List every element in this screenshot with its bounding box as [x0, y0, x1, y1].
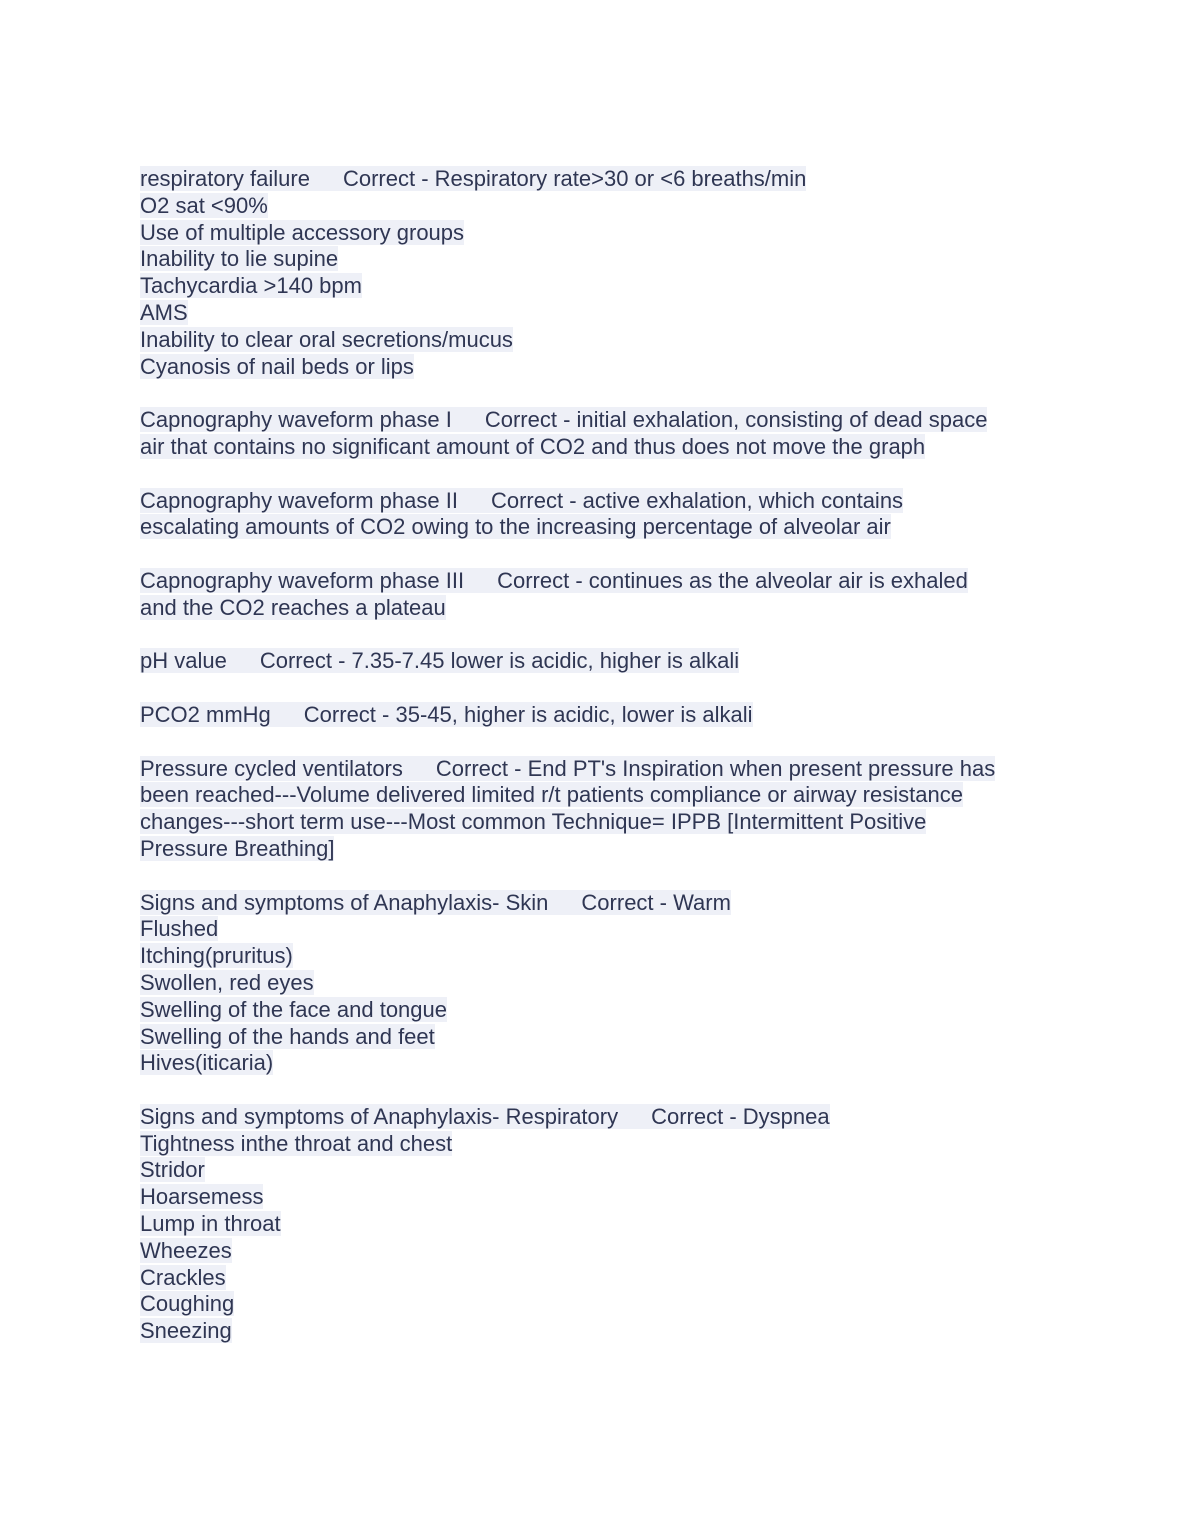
flashcard-answer-line [140, 327, 1060, 354]
flashcard-term: Signs and symptoms of Anaphylaxis- Respiratory [140, 1103, 619, 1129]
flashcard-answer-line [140, 434, 1060, 461]
document-page [140, 166, 1060, 1372]
highlighted-text [140, 273, 362, 298]
flashcard-answer-line [140, 1265, 1060, 1292]
highlighted-text [140, 756, 995, 781]
highlighted-text [140, 809, 926, 834]
flashcard-answer-line [140, 1318, 1060, 1345]
highlighted-text [140, 997, 447, 1022]
flashcard-answer-line [140, 943, 1060, 970]
flashcard-answer-text: Correct - continues as the alveolar air is exhaled [497, 567, 968, 593]
highlighted-text [140, 327, 513, 352]
highlighted-text [140, 246, 338, 271]
flashcard-term: Signs and symptoms of Anaphylaxis- Skin [140, 889, 549, 915]
highlighted-text [140, 1157, 205, 1182]
flashcard-answer-line [140, 1050, 1060, 1077]
flashcard-answer-text: Stridor [140, 1157, 205, 1183]
flashcard-question-line [140, 890, 1060, 917]
flashcard-answer-line [140, 1238, 1060, 1265]
highlighted-text [140, 1238, 232, 1263]
highlighted-text [140, 1050, 273, 1075]
flashcard-block [140, 890, 1060, 1078]
flashcard-answer-text: Lump in throat [140, 1211, 281, 1237]
flashcard-block [140, 407, 1060, 461]
flashcard-term: Capnography waveform phase II [140, 487, 458, 513]
highlighted-text [140, 595, 446, 620]
flashcard-answer-text: Correct - Respiratory rate>30 or <6 breaths/min [342, 166, 807, 191]
flashcard-answer-text: changes---short term use---Most common Technique= IPPB [Intermittent Positive [140, 809, 927, 835]
flashcard-answer-text: Correct - End PT's Inspiration when present pressure has [435, 755, 996, 781]
flashcard-answer-text: Correct - active exhalation, which contains [490, 487, 904, 513]
flashcard-answer-line [140, 1157, 1060, 1184]
flashcard-term: PCO2 mmHg [140, 701, 271, 727]
flashcard-question-line [140, 166, 1060, 193]
highlighted-text [140, 488, 903, 513]
flashcard-answer-text: Tachycardia >140 bpm [140, 273, 362, 299]
flashcard-answer-line [140, 970, 1060, 997]
flashcard-answer-line [140, 354, 1060, 381]
flashcard-answer-text: Tightness inthe throat and chest [140, 1130, 453, 1156]
flashcard-answer-text: air that contains no significant amount of CO2 and thus does not move the graph [140, 433, 926, 459]
flashcard-answer-text: Wheezes [140, 1237, 232, 1263]
flashcard-answer-text: Sneezing [140, 1318, 232, 1344]
highlighted-text [140, 890, 731, 915]
highlighted-text [140, 970, 314, 995]
flashcard-question-line [140, 648, 1060, 675]
highlighted-text [140, 1131, 452, 1156]
flashcard-answer-text: and the CO2 reaches a plateau [140, 594, 446, 620]
flashcard-block [140, 568, 1060, 622]
highlighted-text [140, 514, 891, 539]
flashcard-answer-text: Hoarsemess [140, 1184, 264, 1210]
highlighted-text [140, 300, 188, 325]
flashcard-answer-line [140, 1024, 1060, 1051]
flashcard-block [140, 166, 1060, 380]
flashcard-answer-text: O2 sat <90% [140, 192, 268, 218]
flashcard-answer-text: Itching(pruritus) [140, 943, 293, 969]
flashcard-answer-text: Correct - 35-45, higher is acidic, lower is alkali [303, 701, 753, 727]
flashcard-answer-line [140, 273, 1060, 300]
highlighted-text [140, 568, 968, 593]
flashcard-block [140, 1104, 1060, 1345]
flashcard-answer-line [140, 1291, 1060, 1318]
flashcard-answer-text: Correct - Warm [581, 889, 731, 915]
flashcard-block [140, 488, 1060, 542]
flashcard-answer-text: Swelling of the hands and feet [140, 1023, 435, 1049]
highlighted-text [140, 434, 925, 459]
flashcard-question-line [140, 568, 1060, 595]
highlighted-text [140, 407, 987, 432]
highlighted-text [140, 1291, 234, 1316]
flashcard-term: Pressure cycled ventilators [140, 755, 403, 781]
flashcard-question-line [140, 1104, 1060, 1131]
flashcard-question-line [140, 488, 1060, 515]
flashcard-answer-text: Inability to clear oral secretions/mucus [140, 326, 513, 352]
flashcard-question-line [140, 702, 1060, 729]
flashcard-answer-line [140, 1131, 1060, 1158]
flashcard-block [140, 648, 1060, 675]
flashcard-answer-text: Swelling of the face and tongue [140, 996, 448, 1022]
flashcard-term: pH value [140, 648, 227, 674]
flashcard-answer-text: Pressure Breathing] [140, 835, 335, 861]
highlighted-text [140, 1318, 232, 1343]
highlighted-text [140, 1211, 281, 1236]
flashcard-answer-line [140, 595, 1060, 622]
flashcard-block [140, 756, 1060, 863]
flashcard-answer-line [140, 916, 1060, 943]
flashcard-answer-line [140, 782, 1060, 809]
highlighted-text [140, 1024, 435, 1049]
flashcard-term: Capnography waveform phase I [140, 407, 452, 433]
flashcard-answer-line [140, 193, 1060, 220]
flashcard-answer-line [140, 220, 1060, 247]
flashcard-answer-text: Flushed [140, 916, 219, 942]
flashcard-answer-text: Correct - Dyspnea [651, 1103, 830, 1129]
flashcard-answer-text: Use of multiple accessory groups [140, 219, 465, 245]
flashcard-answer-text: escalating amounts of CO2 owing to the increasing percentage of alveolar air [140, 514, 891, 540]
flashcard-answer-line [140, 809, 1060, 836]
highlighted-text [140, 916, 218, 941]
highlighted-text [140, 220, 464, 245]
flashcard-answer-line [140, 1184, 1060, 1211]
highlighted-text [140, 1265, 226, 1290]
flashcard-answer-line [140, 836, 1060, 863]
flashcard-answer-line [140, 1211, 1060, 1238]
flashcard-answer-line [140, 246, 1060, 273]
flashcard-answer-text: Hives(iticaria) [140, 1050, 274, 1076]
highlighted-text [140, 943, 293, 968]
highlighted-text [140, 354, 414, 379]
flashcard-block [140, 702, 1060, 729]
flashcard-question-line [140, 756, 1060, 783]
highlighted-text [140, 166, 806, 191]
flashcard-term: respiratory failure [140, 166, 310, 191]
highlighted-text [140, 193, 268, 218]
flashcard-answer-line [140, 997, 1060, 1024]
flashcard-answer-line [140, 514, 1060, 541]
flashcard-answer-text: Coughing [140, 1291, 235, 1317]
flashcard-answer-text: Correct - 7.35-7.45 lower is acidic, higher is alkali [259, 648, 740, 674]
flashcard-question-line [140, 407, 1060, 434]
flashcard-answer-text: AMS [140, 299, 188, 325]
highlighted-text [140, 702, 753, 727]
flashcard-answer-text: Inability to lie supine [140, 246, 339, 272]
highlighted-text [140, 782, 963, 807]
flashcard-answer-text: been reached---Volume delivered limited r/t patients compliance or airway resistance [140, 782, 963, 808]
flashcard-answer-text: Cyanosis of nail beds or lips [140, 353, 414, 379]
flashcard-answer-text: Swollen, red eyes [140, 969, 314, 995]
flashcard-answer-text: Crackles [140, 1264, 226, 1290]
highlighted-text [140, 836, 334, 861]
highlighted-text [140, 1184, 263, 1209]
highlighted-text [140, 648, 739, 673]
flashcard-term: Capnography waveform phase III [140, 567, 465, 593]
highlighted-text [140, 1104, 830, 1129]
flashcard-answer-text: Correct - initial exhalation, consisting of dead space [484, 407, 988, 433]
flashcard-answer-line [140, 300, 1060, 327]
